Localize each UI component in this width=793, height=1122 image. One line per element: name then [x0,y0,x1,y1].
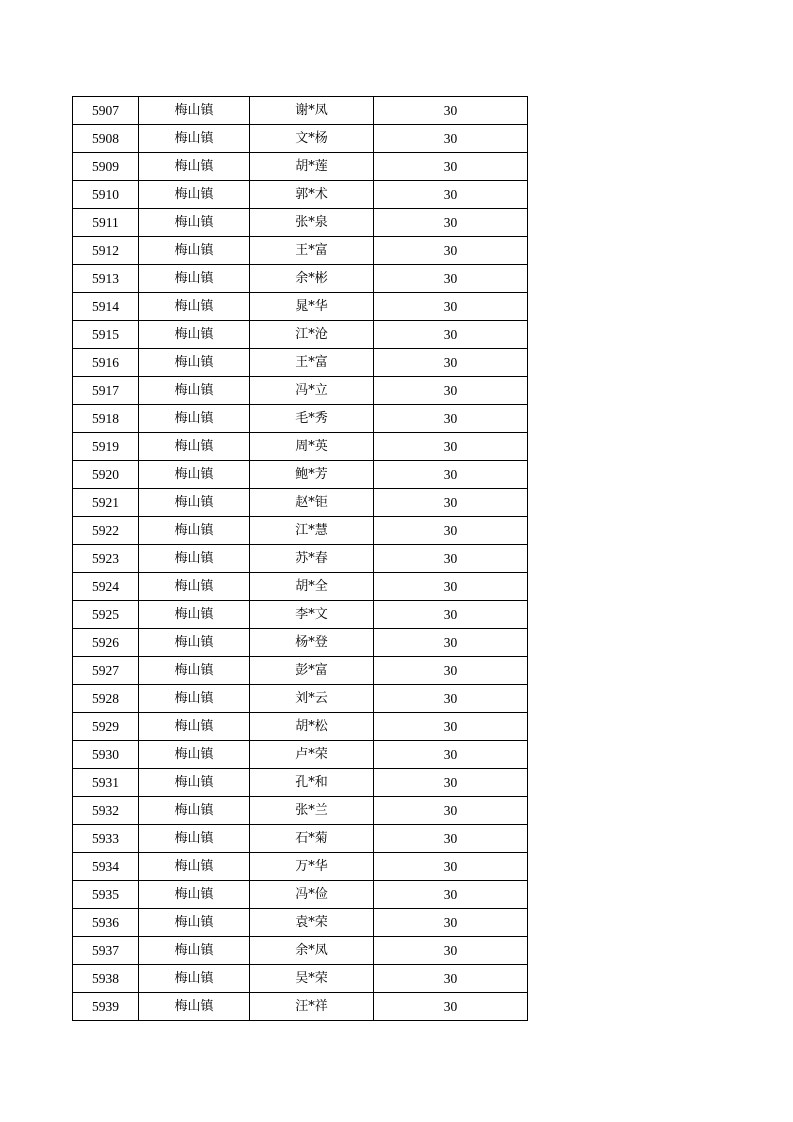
town-cell: 梅山镇 [139,657,250,685]
amount-cell: 30 [374,461,528,489]
town-cell: 梅山镇 [139,769,250,797]
person-name-cell: 李*文 [250,601,374,629]
table-row [73,209,528,237]
town-cell: 梅山镇 [139,545,250,573]
amount-cell: 30 [374,405,528,433]
town-cell: 梅山镇 [139,909,250,937]
town-cell: 梅山镇 [139,965,250,993]
person-name-cell: 胡*松 [250,713,374,741]
town-cell: 梅山镇 [139,853,250,881]
town-cell: 梅山镇 [139,321,250,349]
amount-cell: 30 [374,545,528,573]
amount-cell: 30 [374,97,528,125]
amount-cell: 30 [374,741,528,769]
person-name-cell: 张*兰 [250,797,374,825]
row-number-cell: 5916 [73,349,139,377]
person-name-cell: 江*沧 [250,321,374,349]
town-cell: 梅山镇 [139,461,250,489]
table-row [73,517,528,545]
town-cell: 梅山镇 [139,433,250,461]
town-cell: 梅山镇 [139,601,250,629]
person-name-cell: 冯*俭 [250,881,374,909]
row-number-cell: 5939 [73,993,139,1021]
town-cell: 梅山镇 [139,181,250,209]
person-name-cell: 杨*登 [250,629,374,657]
person-name-cell: 毛*秀 [250,405,374,433]
amount-cell: 30 [374,797,528,825]
town-cell: 梅山镇 [139,489,250,517]
table-row [73,181,528,209]
person-name-cell: 赵*钜 [250,489,374,517]
person-name-cell: 王*富 [250,349,374,377]
town-cell: 梅山镇 [139,125,250,153]
table-row [73,881,528,909]
person-name-cell: 石*菊 [250,825,374,853]
table-row [73,825,528,853]
person-name-cell: 万*华 [250,853,374,881]
amount-cell: 30 [374,265,528,293]
amount-cell: 30 [374,433,528,461]
row-number-cell: 5938 [73,965,139,993]
row-number-cell: 5910 [73,181,139,209]
amount-cell: 30 [374,825,528,853]
row-number-cell: 5926 [73,629,139,657]
table-row [73,909,528,937]
amount-cell: 30 [374,629,528,657]
town-cell: 梅山镇 [139,405,250,433]
table-row [73,489,528,517]
town-cell: 梅山镇 [139,825,250,853]
row-number-cell: 5937 [73,937,139,965]
row-number-cell: 5931 [73,769,139,797]
town-cell: 梅山镇 [139,265,250,293]
amount-cell: 30 [374,993,528,1021]
row-number-cell: 5935 [73,881,139,909]
person-name-cell: 晁*华 [250,293,374,321]
town-cell: 梅山镇 [139,797,250,825]
person-name-cell: 卢*荣 [250,741,374,769]
town-cell: 梅山镇 [139,517,250,545]
table-row [73,377,528,405]
person-name-cell: 余*凤 [250,937,374,965]
table-row [73,293,528,321]
table-row [73,937,528,965]
row-number-cell: 5913 [73,265,139,293]
amount-cell: 30 [374,909,528,937]
amount-cell: 30 [374,853,528,881]
table-row [73,97,528,125]
town-cell: 梅山镇 [139,349,250,377]
row-number-cell: 5925 [73,601,139,629]
amount-cell: 30 [374,881,528,909]
town-cell: 梅山镇 [139,377,250,405]
person-name-cell: 周*英 [250,433,374,461]
row-number-cell: 5929 [73,713,139,741]
amount-cell: 30 [374,181,528,209]
row-number-cell: 5919 [73,433,139,461]
row-number-cell: 5918 [73,405,139,433]
amount-cell: 30 [374,769,528,797]
person-name-cell: 郭*术 [250,181,374,209]
row-number-cell: 5909 [73,153,139,181]
row-number-cell: 5933 [73,825,139,853]
row-number-cell: 5924 [73,573,139,601]
amount-cell: 30 [374,377,528,405]
table-row [73,741,528,769]
town-cell: 梅山镇 [139,153,250,181]
table-row [73,629,528,657]
table-row [73,993,528,1021]
town-cell: 梅山镇 [139,629,250,657]
person-name-cell: 江*慧 [250,517,374,545]
row-number-cell: 5932 [73,797,139,825]
table-row [73,265,528,293]
person-name-cell: 苏*春 [250,545,374,573]
table-row [73,405,528,433]
amount-cell: 30 [374,489,528,517]
amount-cell: 30 [374,321,528,349]
row-number-cell: 5911 [73,209,139,237]
person-name-cell: 张*泉 [250,209,374,237]
row-number-cell: 5923 [73,545,139,573]
row-number-cell: 5936 [73,909,139,937]
amount-cell: 30 [374,685,528,713]
row-number-cell: 5930 [73,741,139,769]
person-name-cell: 孔*和 [250,769,374,797]
table-row [73,685,528,713]
town-cell: 梅山镇 [139,237,250,265]
amount-cell: 30 [374,125,528,153]
town-cell: 梅山镇 [139,993,250,1021]
table-row [73,657,528,685]
records-table [72,96,528,1021]
person-name-cell: 余*彬 [250,265,374,293]
row-number-cell: 5927 [73,657,139,685]
table-row [73,965,528,993]
table-row [73,713,528,741]
row-number-cell: 5907 [73,97,139,125]
town-cell: 梅山镇 [139,293,250,321]
person-name-cell: 彭*富 [250,657,374,685]
amount-cell: 30 [374,153,528,181]
table-row [73,545,528,573]
town-cell: 梅山镇 [139,97,250,125]
person-name-cell: 鲍*芳 [250,461,374,489]
row-number-cell: 5922 [73,517,139,545]
amount-cell: 30 [374,349,528,377]
person-name-cell: 文*杨 [250,125,374,153]
table-row [73,853,528,881]
person-name-cell: 吴*荣 [250,965,374,993]
row-number-cell: 5915 [73,321,139,349]
amount-cell: 30 [374,293,528,321]
person-name-cell: 胡*全 [250,573,374,601]
person-name-cell: 袁*荣 [250,909,374,937]
amount-cell: 30 [374,601,528,629]
row-number-cell: 5934 [73,853,139,881]
amount-cell: 30 [374,573,528,601]
table-row [73,237,528,265]
row-number-cell: 5908 [73,125,139,153]
row-number-cell: 5912 [73,237,139,265]
table-row [73,349,528,377]
town-cell: 梅山镇 [139,713,250,741]
person-name-cell: 冯*立 [250,377,374,405]
table-row [73,769,528,797]
table-row [73,433,528,461]
row-number-cell: 5914 [73,293,139,321]
amount-cell: 30 [374,517,528,545]
table-row [73,573,528,601]
table-row [73,797,528,825]
amount-cell: 30 [374,937,528,965]
person-name-cell: 汪*祥 [250,993,374,1021]
amount-cell: 30 [374,965,528,993]
row-number-cell: 5917 [73,377,139,405]
table-row [73,321,528,349]
row-number-cell: 5921 [73,489,139,517]
records-table-body [73,97,528,1021]
table-row [73,125,528,153]
town-cell: 梅山镇 [139,685,250,713]
table-row [73,153,528,181]
table-row [73,601,528,629]
amount-cell: 30 [374,713,528,741]
table-row [73,461,528,489]
town-cell: 梅山镇 [139,881,250,909]
person-name-cell: 胡*莲 [250,153,374,181]
person-name-cell: 谢*凤 [250,97,374,125]
town-cell: 梅山镇 [139,573,250,601]
row-number-cell: 5920 [73,461,139,489]
town-cell: 梅山镇 [139,937,250,965]
town-cell: 梅山镇 [139,741,250,769]
town-cell: 梅山镇 [139,209,250,237]
row-number-cell: 5928 [73,685,139,713]
amount-cell: 30 [374,209,528,237]
amount-cell: 30 [374,237,528,265]
amount-cell: 30 [374,657,528,685]
person-name-cell: 王*富 [250,237,374,265]
person-name-cell: 刘*云 [250,685,374,713]
